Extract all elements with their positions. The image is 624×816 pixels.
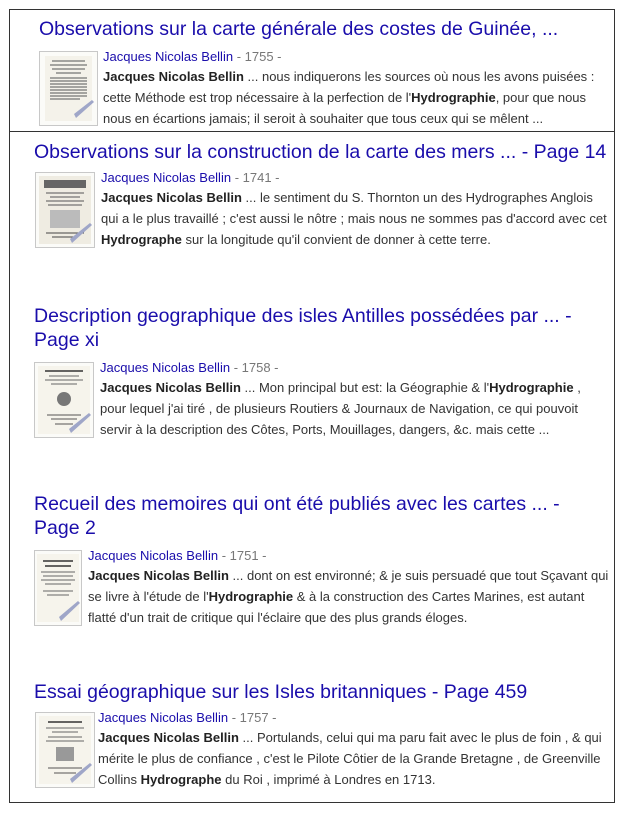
result-byline [100, 358, 610, 377]
book-cover-thumbnail[interactable] [35, 172, 95, 248]
author-link[interactable]: Jacques Nicolas Bellin [88, 548, 219, 563]
publish-year: - 1757 - [228, 710, 277, 725]
result-snippet [101, 187, 613, 250]
snippet-author: Jacques Nicolas Bellin [101, 190, 242, 205]
author-link[interactable]: Jacques Nicolas Bellin [100, 360, 231, 375]
snippet-text-b: , pour que nous nous en écartions jamais; il seroit à souhaiter que tous ceux qui se mêlent ... [103, 90, 587, 126]
snippet-term: Hydrographie [208, 589, 294, 604]
search-result [34, 304, 584, 437]
result-title-link[interactable]: Observations sur la construction de la carte des mers ... - Page 14 [34, 141, 607, 163]
snippet-text-a: ... Mon principal but est: la Géographie & l' [240, 380, 490, 395]
result-snippet [103, 66, 611, 129]
result-snippet [100, 377, 610, 440]
result-byline [88, 546, 612, 565]
snippet-term: Hydrographie [411, 90, 496, 105]
result-byline [101, 168, 613, 187]
result-snippet [88, 565, 612, 628]
snippet-author: Jacques Nicolas Bellin [103, 69, 244, 84]
snippet-term: Hydrographe [140, 772, 222, 787]
snippet-author: Jacques Nicolas Bellin [88, 568, 229, 583]
snippet-author: Jacques Nicolas Bellin [100, 380, 241, 395]
publish-year: - 1755 - [233, 49, 282, 64]
author-link[interactable]: Jacques Nicolas Bellin [101, 170, 232, 185]
snippet-text-a: ... dont on est environné; & je suis persuadé que tout Sçavant qui se livre à l'étude de l' [88, 568, 609, 604]
search-result [34, 680, 614, 787]
book-cover-thumbnail[interactable] [34, 550, 82, 626]
result-title-link[interactable]: Essai géographique sur les Isles britanniques - Page 459 [34, 681, 528, 703]
snippet-text-b: du Roi , imprimé à Londres en 1713. [221, 772, 436, 787]
publish-year: - 1751 - [218, 548, 267, 563]
publish-year: - 1741 - [231, 170, 280, 185]
author-link[interactable]: Jacques Nicolas Bellin [103, 49, 234, 64]
result-byline [103, 47, 611, 66]
result-title-link[interactable]: Recueil des memoires qui ont été publiés avec les cartes ... - Page 2 [34, 493, 560, 539]
snippet-text-a: ... le sentiment du S. Thornton un des Hydrographes Anglois qui a le plus travaillé ; c'est aussi le nôtre ; mais nous ne sommes pas d'accord avec cet [101, 190, 607, 226]
snippet-text-b: sur la longitude qu'il convient de donner à cette terre. [181, 232, 491, 247]
search-result [34, 140, 614, 247]
results-list-panel [9, 131, 615, 803]
book-cover-thumbnail[interactable] [39, 51, 98, 126]
snippet-text-a: ... Portulands, celui qui ma paru fait avec le plus de foin , & qui mérite le plus de confiance , c'est le Pilote Côtier de la Grande Bretagne , de Greenville Collins [98, 730, 602, 787]
snippet-text-a: ... nous indiquerons les sources où nous les avons puisées : cette Méthode est trop nécessaire à la perfection de l' [103, 69, 595, 105]
book-cover-thumbnail[interactable] [35, 712, 95, 788]
book-cover-thumbnail[interactable] [34, 362, 94, 438]
author-link[interactable]: Jacques Nicolas Bellin [98, 710, 229, 725]
search-result [34, 492, 609, 625]
result-snippet [98, 727, 612, 790]
snippet-term: Hydrographe [101, 232, 182, 247]
snippet-term: Hydrographie [489, 380, 574, 395]
publish-year: - 1758 - [230, 360, 279, 375]
result-title-link[interactable]: Description geographique des isles Antilles possédées par ... - Page xi [34, 305, 572, 351]
result-panel-1 [9, 9, 615, 132]
search-result [39, 17, 615, 126]
snippet-text-b: , pour lequel j'ai tiré , de plusieurs Routiers & Journaux de Navigation, ce qui pouvoit servir à la description des Côtes, Ports, Mouillages, dangers, &c. mais cette ... [100, 380, 581, 437]
snippet-text-b: & à la construction des Cartes Marines, est autant flatté d'un trait de critique qui l'éclaire que des plus grands éloges. [88, 589, 585, 625]
snippet-author: Jacques Nicolas Bellin [98, 730, 239, 745]
result-byline [98, 708, 612, 727]
result-title-link[interactable]: Observations sur la carte générale des costes de Guinée, ... [39, 18, 559, 40]
